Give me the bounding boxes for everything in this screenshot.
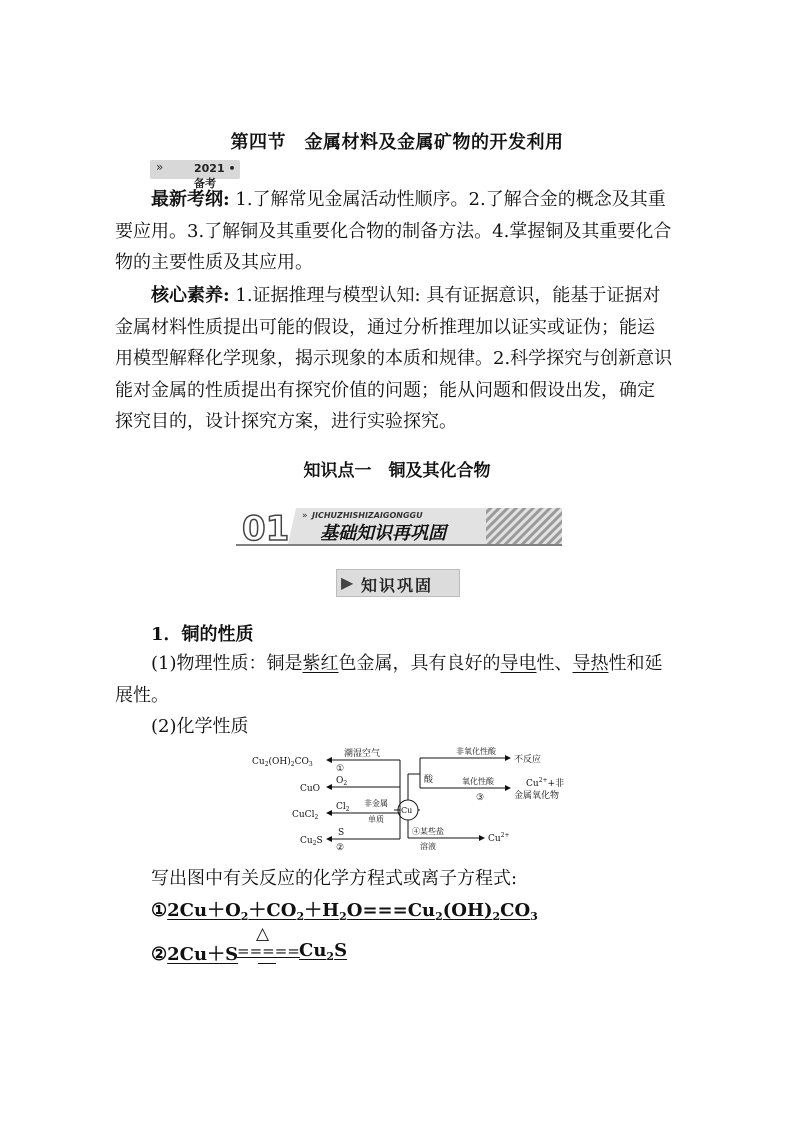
text: 性、	[536, 653, 573, 674]
product-cu2plus: $Cu^{2+}$	[488, 832, 510, 844]
kb-label: 知识巩固	[361, 576, 434, 595]
arrow-underline	[258, 963, 276, 964]
label-elemental: 单质	[368, 815, 384, 824]
center-cu: Cu	[401, 806, 413, 815]
exam-year-banner	[150, 160, 240, 190]
product-cucl2: CuCl$_2$	[292, 810, 319, 821]
reaction-number: ②	[336, 843, 345, 851]
reagent-nonoxidizing-acid: 非氧化性酸	[456, 747, 496, 756]
reagent-oxygen: $O_2$	[336, 776, 348, 787]
exam-line: 1.了解常见金属活动性顺序。2.了解合金的概念及其重	[229, 189, 666, 210]
reagent-chlorine: $Cl_2$	[336, 802, 350, 813]
double-chevron-icon: »	[302, 511, 308, 521]
reaction-number: ③	[476, 793, 485, 803]
product-basic-copper-carbonate: $Cu_2(OH)_2CO_3$	[252, 757, 313, 768]
exam-line: 要应用。3.了解铜及其重要化合物的制备方法。4.掌握铜及其重要化合	[115, 220, 672, 242]
core-line: 金属材料性质提出可能的假设，通过分析推理加以证实或证伪；能运	[115, 316, 655, 338]
page-title: 第四节 金属材料及金属矿物的开发利用	[230, 132, 564, 153]
physical-properties	[115, 648, 681, 711]
answer-blank: 导电	[500, 653, 537, 674]
product-no-reaction: 不反应	[514, 755, 542, 765]
product-cu2s: $Cu_2S$	[300, 836, 323, 847]
core-line: 能对金属的性质提出有探究价值的问题；能从问题和假设出发，确定	[115, 379, 655, 401]
core-literacy	[115, 280, 681, 438]
equation-2	[151, 940, 238, 966]
foundation-knowledge-banner	[236, 506, 562, 546]
exam-lead: 最新考纲:	[151, 189, 230, 210]
core-line: 探究目的，设计探究方案，进行实验探究。	[115, 411, 457, 432]
banner-pinyin: JICHUZHISHIZAIGONGGU	[312, 511, 423, 520]
reagent-sulfur: S	[338, 828, 345, 838]
product-cuo: CuO	[300, 784, 321, 794]
core-line: 用模型解释化学现象，揭示现象的本质和规律。2.科学探究与创新意识	[115, 348, 673, 369]
label-acid: 酸	[424, 775, 434, 785]
equation-number: ②	[151, 944, 168, 965]
instruction: 写出图中有关反应的化学方程式或离子方程式:	[151, 868, 518, 889]
exam-outline	[115, 184, 681, 279]
banner-number: 01	[242, 509, 290, 546]
exam-line: 物的主要性质及其应用。	[115, 252, 313, 273]
banner-label: 2021 • 备考	[194, 162, 236, 190]
text: 展性。	[115, 684, 169, 706]
triangle-right-icon: ▶	[341, 573, 354, 592]
equation-number: ①	[151, 900, 168, 921]
equation-answer: $2Cu+O_2+CO_2+H_2O===Cu_2(OH)_2CO_3$	[167, 900, 538, 923]
answer-blank: 紫红	[302, 653, 339, 674]
product-oxide: 金属氧化物	[514, 791, 560, 801]
core-line: 1.证据推理与模型认知: 具有证据意识，能基于证据对	[229, 285, 661, 306]
core-lead: 核心素养:	[151, 285, 230, 306]
equation-lhs: 2Cu＋S	[167, 944, 239, 965]
banner-heading: 基础知识再巩固	[320, 523, 446, 544]
text: 性和延	[608, 653, 663, 674]
heat-symbol: △	[256, 924, 270, 944]
item-heading: 1．铜的性质	[151, 624, 254, 645]
section-title: 知识点一 铜及其化合物	[303, 461, 491, 481]
answer-blank: 导热	[572, 653, 609, 674]
copper-reaction-diagram	[252, 746, 587, 851]
product-cu2plus-nonmetal: $Cu^{2+}+$非	[526, 777, 565, 789]
knowledge-consolidation-banner	[336, 569, 460, 597]
reagent-humid-air: 潮湿空气	[344, 749, 381, 759]
reaction-arrow: =====	[237, 942, 300, 960]
chemical-properties-heading: (2)化学性质	[151, 716, 249, 737]
reagent-oxidizing-acid: 氧化性酸	[462, 777, 494, 786]
chevron-down-icon: »	[156, 160, 164, 174]
equation-rhs: $Cu_2S$	[299, 940, 348, 963]
text: (1)物理性质：铜是	[151, 653, 303, 674]
text: 色金属，具有良好的	[338, 653, 501, 674]
label-nonmetal: 非金属	[364, 799, 388, 808]
reaction-number: ①	[336, 764, 345, 774]
reagent-salt: ④某些盐	[412, 827, 444, 836]
equation-1	[151, 896, 538, 923]
reagent-solution: 溶液	[420, 842, 436, 851]
